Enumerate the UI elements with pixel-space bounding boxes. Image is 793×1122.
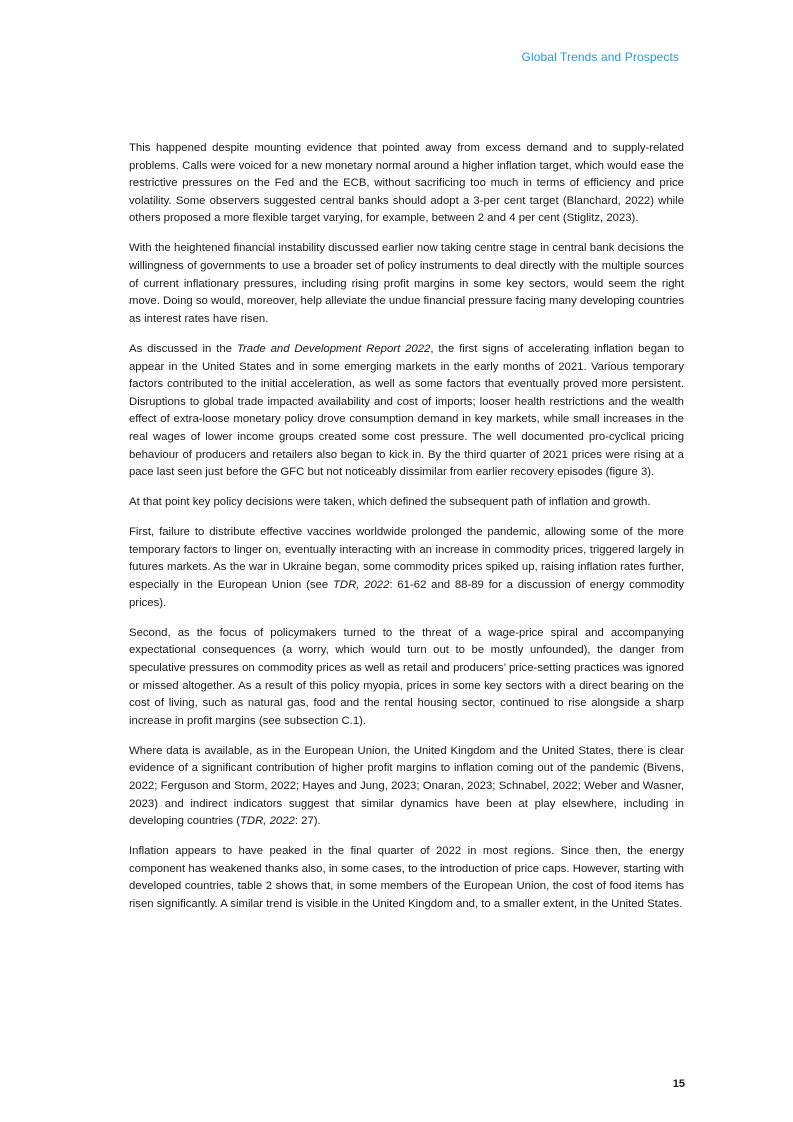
text-segment: As discussed in the	[129, 342, 237, 355]
page-number: 15	[672, 1078, 685, 1090]
text-segment: This happened despite mounting evidence that pointed away from excess demand and to supply-related problems. Calls were voiced for a new monetary normal around a higher inflation target, which would ease the restrictive pressures on the Fed and the ECB, without sacrificing too much in terms of efficiency and price volatility. Some observers suggested central banks should adopt a 3-per cent target (Blanchard, 2022) while others proposed a more flexible target varying, for example, between 2 and 4 per cent (Stiglitz, 2023).	[129, 142, 684, 225]
running-header: Global Trends and Prospects	[521, 50, 679, 64]
text-segment: Second, as the focus of policymakers turned to the threat of a wage-price spiral and accompanying expectational consequences (a worry, which would turn out to be mostly unfounded), the danger from speculative pressures on commodity prices as well as retail and producers’ price-setting practices was ignored or missed altogether. As a result of this policy myopia, prices in some key sectors with a direct bearing on the cost of living, such as natural gas, food and the rental housing sector, continued to rise alongside a sharp increase in profit margins (see subsection C.1).	[129, 626, 684, 727]
text-segment: With the heightened financial instability discussed earlier now taking centre stage in central bank decisions the willingness of governments to use a broader set of policy instruments to deal directly with the multiple sources of current inflationary pressures, including rising profit margins in some key sectors, would seem the right move. Doing so would, moreover, help alleviate the undue financial pressure facing many developing countries as interest rates have risen.	[129, 242, 684, 325]
paragraph	[129, 140, 684, 228]
paragraph	[129, 524, 684, 612]
body-text	[129, 140, 684, 926]
text-segment: , the first signs of accelerating inflation began to appear in the United States and in some emerging markets in the early months of 2021. Various temporary factors contributed to the initial acceleration, as well as some factors that eventually proved more persistent. Disruptions to global trade impacted availability and cost of imports; looser health restrictions and the wealth effect of extra-loose monetary policy drove consumption demand in key markets, while small increases in the real wages of lower income groups created some cost pressure. The well documented pro-cyclical pricing behaviour of producers and retailers also began to kick in. By the third quarter of 2021 prices were rising at a pace last seen just before the GFC but not noticeably dissimilar from earlier recovery episodes (figure 3).	[129, 342, 685, 479]
paragraph	[129, 625, 684, 731]
paragraph	[129, 494, 684, 512]
citation-italic: TDR, 2022	[239, 815, 295, 828]
text-segment: Inflation appears to have peaked in the final quarter of 2022 in most regions. Since then, the energy component has weakened thanks also, in some cases, to the introduction of price caps. However, starting with developed countries, table 2 shows that, in some members of the European Union, the cost of food items has risen significantly. A similar trend is visible in the United Kingdom and, to a smaller extent, in the United States.	[129, 845, 684, 911]
paragraph	[129, 341, 684, 482]
text-segment: Where data is available, as in the European Union, the United Kingdom and the United States, there is clear evidence of a significant contribution of higher profit margins to inflation coming out of the pandemic (Bivens, 2022; Ferguson and Storm, 2022; Hayes and Jung, 2023; Onaran, 2023; Schnabel, 2022; Weber and Wasner, 2023) and indirect indicators suggest that similar dynamics have been at play elsewhere, including in developing countries (	[129, 744, 684, 828]
citation-italic: TDR, 2022	[332, 579, 390, 592]
text-segment: At that point key policy decisions were taken, which defined the subsequent path of inflation and growth.	[129, 496, 651, 509]
paragraph	[129, 240, 684, 328]
paragraph	[129, 743, 684, 831]
text-segment: First, failure to distribute effective vaccines worldwide prolonged the pandemic, allowing some of the more temporary factors to linger on, eventually interacting with an increase in commodity prices, triggered largely in futures markets. As the war in Ukraine began, some commodity prices spiked up, raising inflation rates further, especially in the European Union (see	[129, 526, 684, 592]
report-title: Trade and Development Report 2022	[236, 342, 431, 355]
paragraph	[129, 843, 684, 913]
text-segment: : 61-62 and 88-89 for a discussion of energy commodity prices).	[129, 579, 684, 609]
text-segment: : 27).	[294, 815, 321, 828]
